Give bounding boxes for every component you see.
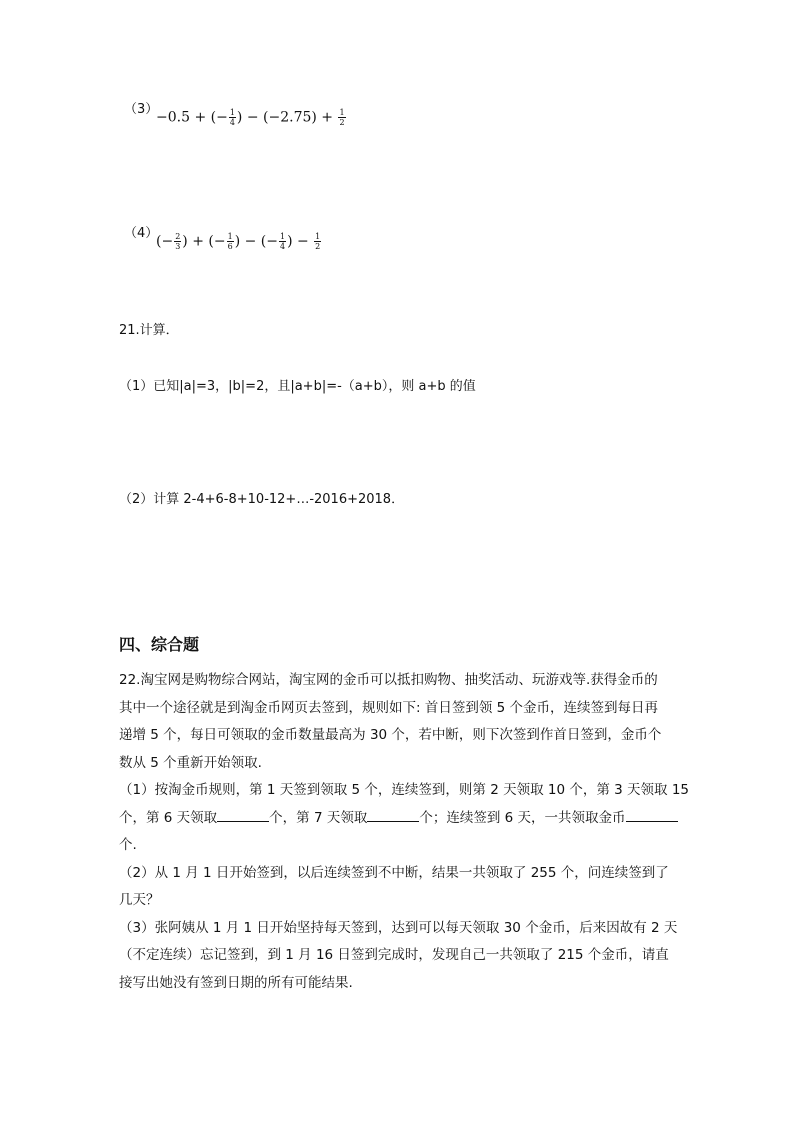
- denominator: 6: [227, 242, 233, 251]
- numerator: 1: [279, 232, 286, 241]
- fraction: [314, 232, 321, 251]
- denominator: 4: [229, 118, 235, 127]
- paragraph-line: 数从 5 个重新开始领取.: [119, 754, 262, 771]
- denominator: 4: [279, 242, 286, 251]
- fraction: [229, 108, 236, 127]
- problem-4-expression: [156, 232, 322, 251]
- numerator: 1: [339, 108, 345, 117]
- section-heading: 四、综合题: [119, 635, 200, 654]
- numerator: 2: [175, 232, 181, 241]
- problem-4-label: （4）: [124, 226, 159, 241]
- part-3-line: 接写出她没有签到日期的所有可能结果.: [119, 974, 353, 991]
- paragraph-line: 22.淘宝网是购物综合网站，淘宝网的金币可以抵扣购物、抽奖活动、玩游戏等.获得金币的: [119, 672, 658, 688]
- answer-blank[interactable]: [367, 809, 419, 822]
- fraction: [174, 232, 181, 251]
- paragraph-line: 其中一个途径就是到淘金币网页去签到，规则如下: 首日签到领 5 个金币，连续签到每日再: [119, 699, 659, 716]
- part-1-text: 个，第 7 天领取: [269, 809, 368, 826]
- problem-3-expression: [156, 108, 347, 127]
- part-2-line: （2）从 1 月 1 日开始签到，以后连续签到不中断，结果一共领取了 255 个，问连续签到了: [119, 864, 669, 881]
- denominator: 2: [315, 242, 321, 251]
- part-1-line: （1）按淘金币规则，第 1 天签到领取 5 个，连续签到，则第 2 天领取 10 个，第 3 天领取 15: [119, 782, 690, 798]
- expr-text: ) − (−2.75) +: [236, 109, 338, 126]
- paragraph-line: 递增 5 个，每日可领取的金币数量最高为 30 个，若中断，则下次签到作首日签到，金币个: [119, 727, 662, 743]
- question-21-part-1: （1）已知|a|=3，|b|=2，且|a+b|=-（a+b），则 a+b 的值: [119, 379, 476, 394]
- fraction: [227, 232, 234, 251]
- fraction: [338, 108, 345, 127]
- part-2-line: 几天？: [119, 892, 160, 908]
- numerator: 1: [315, 232, 321, 241]
- expr-text: −0.5 + (−: [156, 109, 228, 126]
- question-21-part-2: （2）计算 2-4+6-8+10-12+…-2016+2018．: [119, 492, 405, 507]
- denominator: 2: [339, 118, 345, 127]
- part-1-line: 个.: [119, 837, 137, 853]
- part-3-line: （3）张阿姨从 1 月 1 日开始坚持每天签到，达到可以每天领取 30 个金币，后来因故有 2 天: [119, 919, 678, 936]
- answer-blank[interactable]: [626, 809, 678, 822]
- expr-text: (−: [156, 233, 174, 250]
- question-21-title: 21.计算．: [119, 323, 179, 338]
- part-1-fill-line: [119, 805, 675, 833]
- numerator: 1: [227, 232, 233, 241]
- problem-3-label: （3）: [124, 102, 159, 117]
- part-3-line: （不定连续）忘记签到，到 1 月 16 日签到完成时，发现自己一共领取了 215 个金币，请直: [119, 947, 669, 963]
- part-1-text: 个，第 6 天领取: [119, 809, 218, 826]
- answer-blank[interactable]: [217, 809, 269, 822]
- numerator: 1: [229, 108, 235, 117]
- question-22: [119, 667, 690, 997]
- expr-text: ) + (−: [182, 233, 226, 250]
- expr-text: ) − (−: [234, 233, 278, 250]
- denominator: 3: [175, 242, 181, 251]
- expr-text: ) −: [287, 233, 314, 250]
- fraction: [279, 232, 286, 251]
- part-1-text: 个；连续签到 6 天，一共领取金币: [419, 809, 626, 826]
